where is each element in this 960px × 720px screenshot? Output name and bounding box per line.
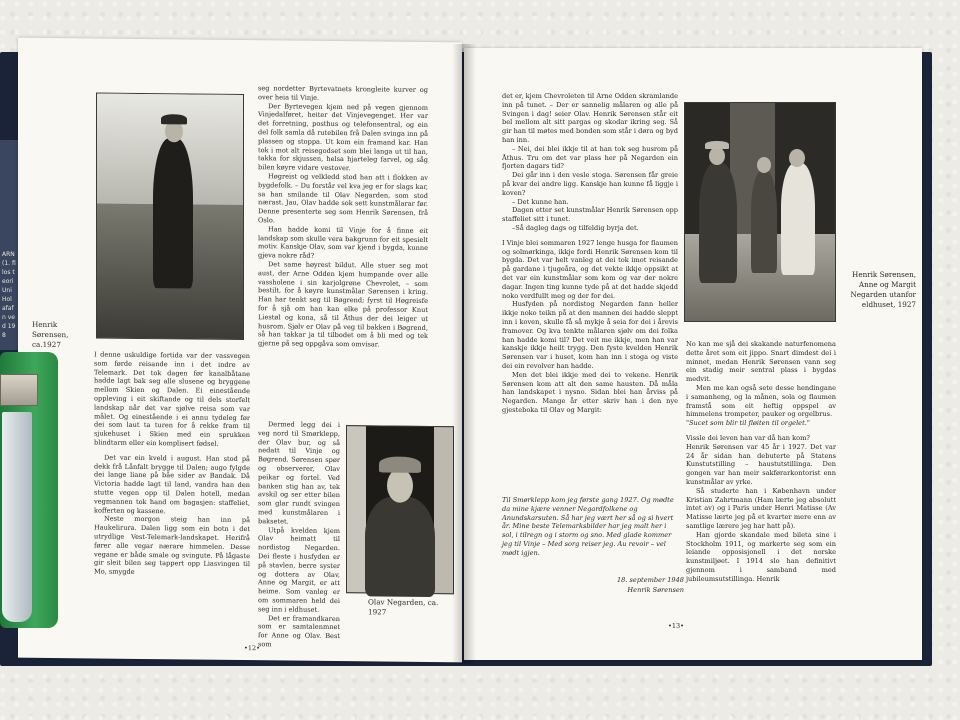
stapler-arm	[2, 412, 32, 622]
paragraph: Så studerte han i København under Kristian Zahrtmann (Ham lærte jeg absolutt intet av) og i Paris under Henri Matisse (Av Matisse lærte jeg på et kvarter mere enn av samtlige lærere jeg har hatt på).	[686, 486, 836, 530]
paragraph: Utpå kvelden kjem Olav heimatt til nordistog Negarden. Dei fleste i husfyden er på stavlen, berre syster og dottera av Olav, Anne og Margit, er att heime. Som vanleg er om sommaren held dei seg inn i eldhuset.	[258, 525, 340, 614]
paragraph: Han hadde komi til Vinje for å finne eit landskap som skulle vera bakgrunn for eit spesielt motiv. Kanskje Olav, som var kjend i bygda, kunne gjeva nokre råd?	[258, 225, 428, 260]
paragraph: Dei går inn i den vesle stoga. Sørensen får greie på kvar dei andre ligg. Kanskje han kunne få liggje i koven?	[502, 171, 678, 197]
underlying-book-text: ARN (1. filos teori Uni Hol afaf n ved 198	[2, 251, 16, 339]
paragraph: Neste morgon steig han inn på Haukelirura. Dalen ligg som ein botn i det utrydlige Vest-Telemark-landskapet. Herifrå fører alle vegar nærare himmelen. Desse vegane er både smale og svingute. På lågaste gir sleit bilen seg tappert opp Liasvingen til Mo, smygde	[94, 514, 250, 577]
guestbook-quote: Til Smørklepp kom jeg første gang 1927. Og mødte da mine kjære venner Negardfolkene og Anundskarsuten. Så har jeg vært her så og si hvert år. Mine beste Telemarksbilder har jeg malt her i sol, i tilregn og i storm og sno. Med glade kommer jeg til Vinje – Med sorg reiser jeg. Au revoir – vel mødt igjen.	[502, 496, 674, 557]
paragraph: I denne uskuldige fortida var der vassvegen som førde reisande inn i det indre av Telemark. Det tok dagen før kanalbåtane hadde lagt bak seg alle slusene og bryggene mellom Skien og Dalen. Ei einestående oppleving i eit skiftande og til dels storfelt landskap når det var sjølve reisa som var målet. Og einestående i ei annu tydeleg før dei som laut ta turen for å rekke fram til sjukehuset i Skien med ein sprukken blindtarm eller ein komplisert fødsel.	[94, 350, 250, 448]
paragraph: No kan me sjå dei skakande naturfenomena dette året som eit jippo. Snart dimdest dei i minnet, medan Henrik Sørensen vann seg ein stadig meir sentral plass i bygdas medvit.	[686, 340, 836, 384]
paragraph: Der Byrtevegen kjem ned på vegen gjennom Vinjedalføret, heiter det Vinjevegenget. Her var det forretning, posthus og telefonsentral, og ein del folk samla då rutebilen frå Dalen svinga inn på plassen og stoppa. Ut kom ein framand kar. Han tok i mot alt reisegodset som blei langa ut til han, takka for skjussen, helsa hjarteleg farvel, og såg bilen køyre vidare vestover.	[258, 101, 428, 173]
left-col-b-lower	[258, 420, 340, 649]
stapler-plate	[0, 374, 38, 406]
paragraph: I Vinje blei sommaren 1927 lenge husga for flaumen og solmørkinga, ikkje fordi Henrik Sørensen kom til bygda. Det var helt vanleg at dei tok imot reisande på gardane i tjugeåra, og det vekte ikkje oppsikt at det var ein kunstmålar som kom og var der nokre dagar. Ingen ting kunne tyde på at det hadde skjedd noko verdfullt meg og der for dei.	[502, 238, 678, 300]
paragraph: Men me kan også sete desse hendingane i samanheng, og la månen, sola og flaumen framstå som eit heftig oppspel av himmelens trompeter, pauker og orgelbrus.	[686, 383, 836, 419]
book-gutter	[452, 44, 476, 664]
quote-line: "Sucet som blir til fløiten til orgelet."	[686, 419, 810, 428]
photo-henrik-sorensen	[96, 92, 244, 340]
page-number-right: •13•	[668, 622, 684, 630]
left-col-b	[258, 84, 428, 418]
paragraph: Det er framandkaren som er samtalenmnet for Anne og Olav. Best som	[258, 613, 340, 649]
caption-photo1: Henrik Sørensen, ca.1927	[32, 319, 69, 350]
quote-date: 18. september 1948	[616, 576, 684, 584]
paragraph: Dagen etter set kunstmålar Henrik Sørensen opp staffeliet sitt i tunet.	[502, 206, 678, 224]
paragraph: Det same høyrest bildut. Alle stuer seg mot aust, der Arne Odden kjem humpande over alle vassholene i sin karjolgrøne Chevrolet, – som bestilt, for å køyre kunstmålar Sørensen i kring. Han har tenkt seg til Bøgrend; fyrst til Høgreisfe for å sjå om han kan elke på professor Knut Liestøl og kona, så til Åthus der dei leiger ut husrom. Sjølv er Olav på veg til bakken i Bøgrend, så han takkar ja til tilbodet om å bli med og tek gjerne på seg oppgåva som omvisar.	[258, 260, 428, 349]
left-page	[18, 38, 462, 663]
paragraph: Det var ein kveld i august. Han stod på dekk frå Lånfalt brygge til Dalen; augo fylgde dei lange liane på båe sider av Bandak. Då Victoria hadde lagt til land, vandra han den stutte vegen opp til Dalen hotell, medan vegmannen tok hand om bagasjen: staffeliet, kofferten og kassene.	[94, 453, 250, 515]
quote-author: Henrik Sørensen	[627, 586, 684, 594]
left-col-a	[94, 350, 250, 652]
paragraph: – Nei, dei blei ikkje til at han tok seg husrom på Åthus. Tru om det var plass her på Negarden ein fjorten dagars tid?	[502, 144, 678, 171]
caption-photo2: Olav Negarden, ca. 1927	[368, 597, 439, 617]
paragraph: Husfyden på nordistog Negarden fann heller ikkje noko teikn på at den mannen dei hadde sleppt inn i koven, skulle få så mykje å seia for dei i årevis framover. Og kva tenkte målaren sjølv om dei folka han hadde komi til? Det veit me ikkje, men han var kanskje ikkje heilt trygg. Den fyste kvelden Henrik Sørensen var i huset, kom han inn i stoga og viste dei ein revolver han hadde.	[502, 300, 678, 370]
paragraph: Men det blei ikkje med dei to vekene. Henrik Sørensen kom att alt den same hausten. Då måla han landskapet i nysno. Sidan blei han årviss på Negarden. Mange år etter skriv han i den nye gjesteboka til Olav og Margit:	[502, 370, 678, 414]
paragraph: Han gjorde skandale med bileta sine i Stockholm 1911, og markerte seg som ein leiande opposisjonell i det norske kunstmiljøet. I 1914 slo han definitivt gjennom i samband med jubileumsutstillinga. Henrik	[686, 530, 836, 583]
right-col-b	[686, 340, 836, 640]
paragraph: det er, kjem Chevroleten til Arne Odden skramlande inn på tunet. – Der er sannelig målaren og alle på Svingen i dag! seier Olav. Henrik Sørensen står eit bel mellom alt sitt pargas og skodar ikring seg. Så gir han til møtes med bonden som står i døra og byd han inn.	[502, 92, 678, 144]
caption-photo-right: Henrik Sørensen, Anne og Margit Negarden utanfor eldhuset, 1927	[850, 270, 916, 309]
paragraph: Dermed legg dei i veg nord til Smørklepp, der Olav bur, og så nedatt til Vinje og Bøgrend. Sørensen spør og observerer, Olav peikar og fortel. Ved banken stig han av, tek avskil og ser etter bilen som glar rundt svingen med kunstmålaren i baksetet.	[258, 420, 340, 526]
paragraph: Vissle dei leven han var då han kom?	[686, 433, 810, 442]
page-number-left: •12•	[244, 644, 260, 653]
paragraph: seg nordetter Byrtevatnets krongleite kurver og over heia til Vinje.	[258, 84, 428, 102]
paragraph: Henrik Sørensen var 45 år i 1927. Det var 24 år sidan han debuterte på Statens Kunstutstilling – haustutstillinga. Den gongen var han meir sakførarkontorist enn kunstmålar av yrke.	[686, 442, 836, 486]
paragraph: – Det kunne han.	[512, 197, 569, 206]
green-stapler	[0, 352, 58, 628]
paragraph: –Så dagleg dags og tilfeldig byrja det.	[512, 223, 639, 232]
photo-olav-negarden	[346, 425, 454, 594]
paragraph: Høgreist og velkledd stod han att i flokken av bygdefolk. – Du forstår vel kva jeg er for slags kar, sa han smilande til Olav Negarden, som stod nærast. Jau, Olav hadde sok sett kunstmålarar før. Denne presenterte seg som Henrik Sørensen, frå Oslo.	[258, 172, 428, 225]
right-col-a	[502, 92, 678, 490]
photo-sorensen-anne-margit	[684, 102, 836, 322]
right-page	[464, 48, 922, 660]
